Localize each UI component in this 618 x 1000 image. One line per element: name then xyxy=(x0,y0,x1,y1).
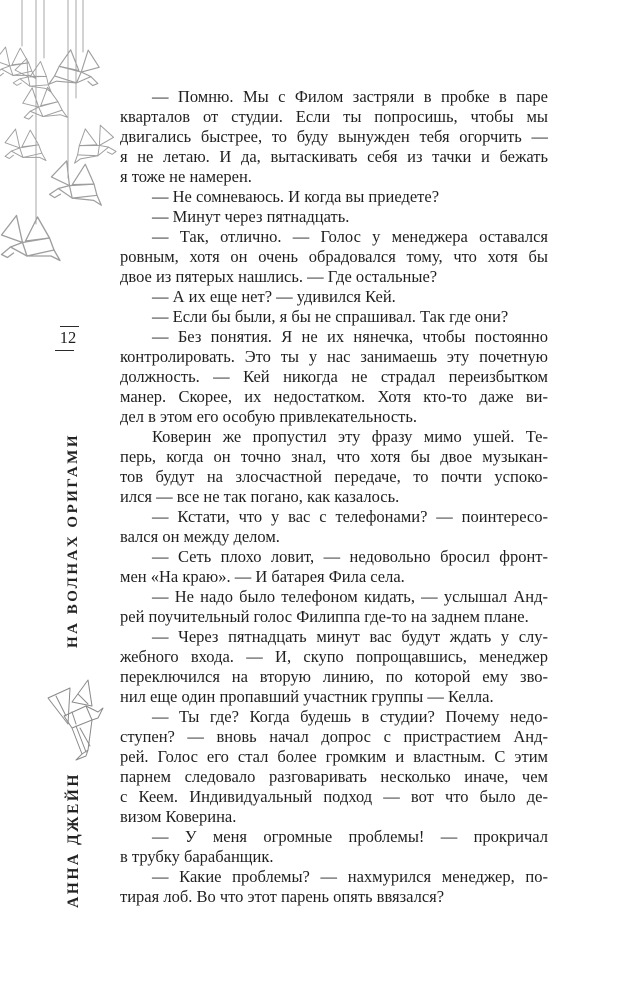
text-line: двое из пятерых нашлись. — Где остальные? xyxy=(120,267,438,286)
text-line: — Если бы были, я бы не спрашивал. Так где они? xyxy=(152,307,509,326)
text-line: мен «На краю». — И батарея Фила села. xyxy=(120,567,405,586)
text-line: ился — все не так погано, как казалось. xyxy=(120,487,400,506)
text-line: — Не надо было телефоном кидать, — услышал Анд- xyxy=(152,587,548,606)
text-line: в трубку барабанщик. xyxy=(120,847,274,866)
text-line: тов будут на злосчастной передаче, то почти успоко- xyxy=(120,467,548,486)
text-line: переключился на вторую линию, по которой ему зво- xyxy=(120,667,548,686)
text-line: манер. Скорее, их недостатком. Хотя кто-то даже ви- xyxy=(120,387,548,406)
page-number-underline xyxy=(55,350,74,351)
text-line: я тоже не намерен. xyxy=(120,167,252,186)
text-line: должность. — Кей никогда не страдал переизбытком xyxy=(120,367,548,386)
text-line: с Кеем. Индивидуальный подход — вот что было де- xyxy=(120,787,548,806)
text-line: — А их еще нет? — удивился Кей. xyxy=(152,287,396,306)
text-line: ступен? — вновь начал допрос с пристрастием Анд- xyxy=(120,727,548,746)
text-line: дел в этом его особую привлекательность. xyxy=(120,407,417,426)
page-number-overline xyxy=(60,326,79,327)
text-line: — Не сомневаюсь. И когда вы приедете? xyxy=(152,187,440,206)
author-name-vertical: АННА ДЖЕЙН xyxy=(65,772,82,908)
origami-crane-icon xyxy=(42,676,104,768)
text-line: ровным, хотя он очень обрадовался тому, что хотя бы xyxy=(120,247,548,266)
text-line: визом Коверина. xyxy=(120,807,237,826)
text-line: — Кстати, что у вас с телефонами? — поинтересо- xyxy=(152,507,548,526)
origami-cranes-mobile-icon xyxy=(0,0,120,300)
text-line: — Без понятия. Я не их нянечка, чтобы постоянно xyxy=(152,327,548,346)
text-line: — У меня огромные проблемы! — прокричал xyxy=(152,827,548,846)
text-line: двигались быстрее, то буду вынужден тебя огорчить — xyxy=(120,127,548,146)
text-line: — Сеть плохо ловит, — недовольно бросил фронт- xyxy=(152,547,548,566)
text-line: — Какие проблемы? — нахмурился менеджер, по- xyxy=(152,867,548,886)
text-line: вался он между делом. xyxy=(120,527,280,546)
text-line: перь, когда он точно знал, что хотя бы двое музыкан- xyxy=(120,447,548,466)
text-line: парнем следовало разговаривать несколько иначе, чем xyxy=(120,767,548,786)
text-line: — Помню. Мы с Филом застряли в пробке в паре xyxy=(152,87,548,106)
text-line: нил еще один пропавший участник группы — Келла. xyxy=(120,687,494,706)
text-line: Коверин же пропустил эту фразу мимо ушей. Те- xyxy=(152,427,548,446)
text-line: я не летаю. И да, вытаскивать себя из тачки и бежать xyxy=(120,147,548,166)
series-title-vertical: НА ВОЛНАХ ОРИГАМИ xyxy=(65,433,81,648)
text-line: тирая лоб. Во что этот парень опять ввязался? xyxy=(120,887,445,906)
text-line: рей. Голос его стал более громким и властным. С этим xyxy=(120,747,548,766)
text-line: — Минут через пятнадцать. xyxy=(152,207,350,226)
text-line: кварталов от студии. Если ты попросишь, чтобы мы xyxy=(120,107,548,126)
text-line: жебного входа. — И, скупо попрощавшись, менеджер xyxy=(120,647,548,666)
page-number: 12 xyxy=(59,328,77,347)
text-line: контролировать. Это ты у нас занимаешь эту почетную xyxy=(120,347,548,366)
text-line: рей поучительный голос Филиппа где-то на заднем плане. xyxy=(120,607,529,626)
text-line: — Так, отлично. — Голос у менеджера оставался xyxy=(152,227,548,246)
text-line: — Через пятнадцать минут вас будут ждать у слу- xyxy=(152,627,548,646)
page-text xyxy=(120,87,548,907)
text-line: — Ты где? Когда будешь в студии? Почему недо- xyxy=(152,707,548,726)
